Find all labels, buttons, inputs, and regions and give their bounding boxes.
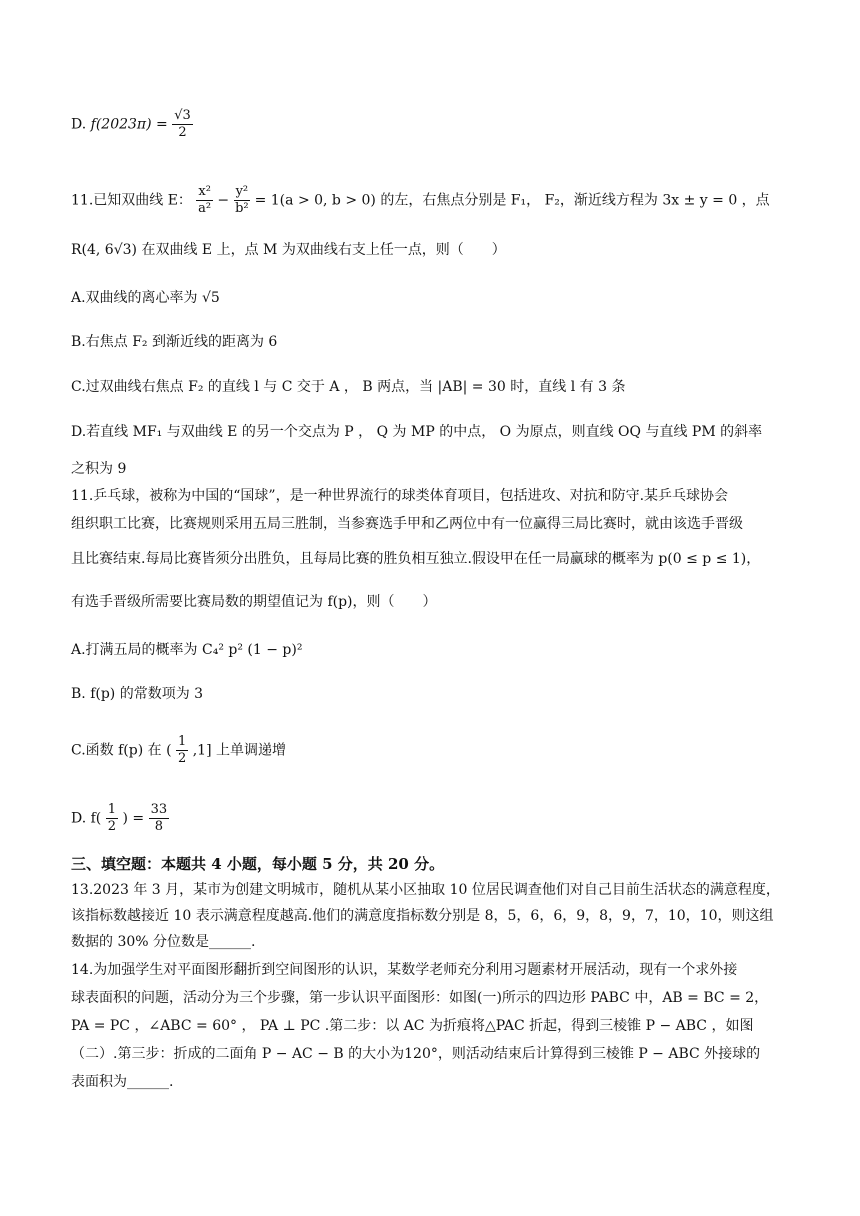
q11b-option-a: A.打满五局的概率为 C₄² p² (1 − p)² xyxy=(71,642,303,658)
numerator: y² xyxy=(235,184,249,199)
formula: f(2023π) = xyxy=(90,116,173,133)
q11b-option-c xyxy=(71,734,286,767)
q11a-option-c: C.过双曲线右焦点 F₂ 的直线 l 与 C 交于 A ， B 两点，当 |AB| = 30 时，直线 l 有 3 条 xyxy=(71,379,626,395)
q11a-option-a: A.双曲线的离心率为 √5 xyxy=(71,290,220,306)
q11a-option-d-line2: 之积为 9 xyxy=(71,461,127,477)
text: ) = xyxy=(122,810,149,827)
denominator: 8 xyxy=(154,819,163,834)
denominator: 2 xyxy=(178,125,187,140)
q11b-stem-line3: 且比赛结束.每局比赛皆须分出胜负，且每局比赛的胜负相互独立.假设甲在任一局赢球的概率为 p(0 ≤ p ≤ 1)， xyxy=(71,551,761,567)
q13-line3: 数据的 30% 分位数是______. xyxy=(71,934,256,950)
q10-option-d xyxy=(71,108,193,141)
q11b-option-d xyxy=(71,802,169,835)
fraction xyxy=(149,802,170,835)
q11b-stem-line1: 11.乒乓球，被称为中国的“国球”，是一种世界流行的球类体育项目，包括进攻、对抗和防守.某乒乓球协会 xyxy=(71,488,729,504)
fraction xyxy=(176,734,188,767)
denominator: a² xyxy=(198,201,212,216)
numerator: √3 xyxy=(174,108,191,123)
q11a-option-d-line1: D.若直线 MF₁ 与双曲线 E 的另一个交点为 P ， Q 为 MP 的中点， O 为原点，则直线 OQ 与直线 PM 的斜率 xyxy=(71,424,763,440)
q14-line1: 14.为加强学生对平面图形翻折到空间图形的认识，某数学老师充分利用习题素材开展活动，现有一个求外接 xyxy=(71,962,738,978)
q11a-stem-line2: R(4, 6√3) 在双曲线 E 上，点 M 为双曲线右支上任一点，则（ ） xyxy=(71,242,506,258)
numerator: x² xyxy=(198,184,211,199)
denominator: 2 xyxy=(107,819,117,834)
q11a-stem-line1 xyxy=(71,184,770,217)
q11b-stem-line4: 有选手晋级所需要比赛局数的期望值记为 f(p)，则（ ） xyxy=(71,594,437,610)
q11b-option-b: B. f(p) 的常数项为 3 xyxy=(71,686,204,702)
q13-line1: 13.2023 年 3 月，某市为创建文明城市，随机从某小区抽取 10 位居民调查他们对自己目前生活状态的满意程度， xyxy=(71,882,780,898)
q11a-option-b: B.右焦点 F₂ 到渐近线的距离为 6 xyxy=(71,334,278,350)
q14-line5: 表面积为______. xyxy=(71,1074,174,1090)
text: C.函数 f(p) 在 ( xyxy=(71,742,172,759)
text: = 1(a > 0, b > 0) 的左，右焦点分别是 F₁， F₂，渐近线方程为 3x ± y = 0 ，点 xyxy=(254,192,770,209)
fraction xyxy=(196,184,213,217)
text: ,1] 上单调递增 xyxy=(192,742,287,759)
q11b-stem-line2: 组织职工比赛，比赛规则采用五局三胜制，当参赛选手甲和乙两位中有一位赢得三局比赛时，就由该选手晋级 xyxy=(71,516,743,532)
numerator: 33 xyxy=(150,802,168,817)
numerator: 1 xyxy=(178,734,187,749)
text: D. f( xyxy=(71,810,102,827)
denominator: b² xyxy=(235,201,249,216)
numerator: 1 xyxy=(107,802,117,817)
option-label: D. xyxy=(71,116,87,133)
text: 11.已知双曲线 E： xyxy=(71,192,192,209)
fraction xyxy=(234,184,251,217)
q14-line2: 球表面积的问题，活动分为三个步骤，第一步认识平面图形：如图(一)所示的四边形 PABC 中，AB = BC = 2， xyxy=(71,990,769,1006)
section-title: 三、填空题：本题共 4 小题，每小题 5 分，共 20 分。 xyxy=(71,855,445,873)
fraction xyxy=(106,802,118,835)
q13-line2: 该指标数越接近 10 表示满意程度越高.他们的满意度指标数分别是 8，5，6，6，9，8，9，7，10，10，则这组 xyxy=(71,908,774,924)
text: − xyxy=(217,192,234,209)
fraction xyxy=(172,108,193,141)
q14-line3: PA = PC ，∠ABC = 60° ， PA ⊥ PC .第二步：以 AC 为折痕将△PAC 折起，得到三棱锥 P − ABC ，如图 xyxy=(71,1018,754,1034)
q14-line4: （二）.第三步：折成的二面角 P − AC − B 的大小为120°，则活动结束后计算得到三棱锥 P − ABC 外接球的 xyxy=(71,1046,761,1062)
denominator: 2 xyxy=(178,751,187,766)
